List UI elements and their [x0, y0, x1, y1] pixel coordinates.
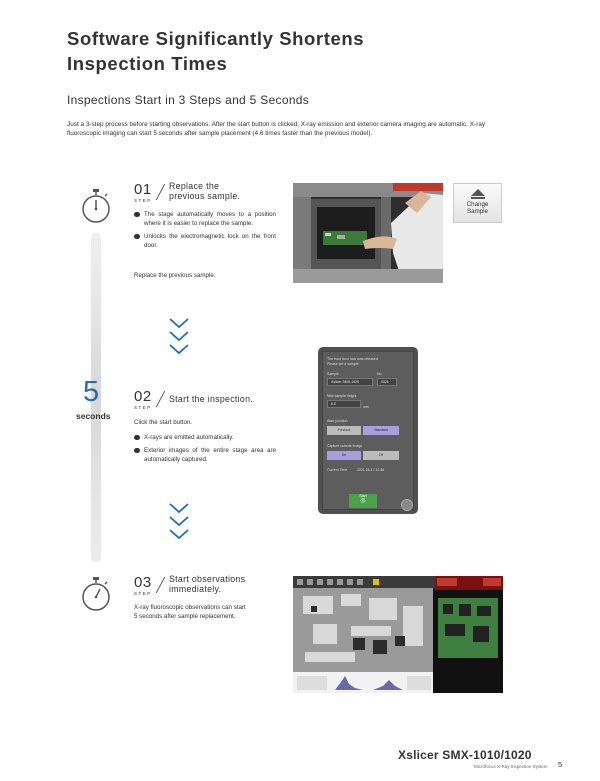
- step-divider: [156, 184, 165, 200]
- step-divider: [156, 391, 165, 407]
- step-1-title-line-1: Replace the: [169, 181, 220, 191]
- step-1-note: Replace the previous sample.: [134, 272, 216, 279]
- seconds-label: seconds: [76, 411, 111, 421]
- change-sample-button[interactable]: [453, 183, 502, 223]
- step-3-note: [134, 603, 246, 621]
- step-3-number: 03: [134, 574, 152, 591]
- page-number: 5: [558, 760, 563, 769]
- five-number: 5: [83, 376, 100, 408]
- chevron-down-icon: [168, 501, 190, 546]
- step-1-number: 01: [134, 181, 152, 198]
- list-item: X-rays are emitted automatically.: [134, 433, 276, 442]
- step-3-note-line-2: 5 seconds after sample replacement.: [134, 613, 236, 620]
- step-1-title: [169, 181, 240, 201]
- position-previous-button[interactable]: Previous: [327, 426, 361, 435]
- tablet-message-1: The front door lock was released.: [327, 357, 379, 361]
- change-sample-label-2: Sample: [467, 208, 488, 215]
- capture-on-button[interactable]: On: [327, 451, 361, 460]
- footer-product-subtitle: Microfocus X-Ray Inspection System: [474, 764, 548, 769]
- tablet-height-unit: mm: [363, 405, 369, 409]
- list-item: Exterior images of the entire stage area are automatically captured.: [134, 446, 276, 464]
- tablet-time-label: Current Time: [327, 468, 348, 472]
- step-1-title-line-2: previous sample.: [169, 191, 241, 201]
- start-button-label: Start: [359, 494, 367, 498]
- inspection-software-screenshot: [293, 576, 503, 693]
- page-title: [67, 26, 364, 76]
- list-item: Unlocks the electromagnetic lock on the front door.: [134, 232, 276, 250]
- sample-field[interactable]: Xslicer SMX-1020: [327, 378, 373, 386]
- step-3-note-line-1: X-ray fluoroscopic observations can start: [134, 604, 246, 611]
- stopwatch-icon: [80, 188, 112, 224]
- chevron-down-icon: [168, 316, 190, 361]
- step-3-title-line-1: Start observations: [169, 574, 246, 584]
- footer-product-name: Xslicer SMX-1010/1020: [398, 748, 532, 762]
- step-2-lead: Click the start button.: [134, 419, 193, 426]
- change-sample-label-1: Change: [466, 201, 489, 208]
- tablet-screen: [318, 347, 418, 514]
- number-field[interactable]: 0021: [377, 378, 397, 386]
- eject-icon: [471, 189, 485, 196]
- intro-paragraph: Just a 3-step process before starting observations. After the start button is clicked, X-ray emission and exterior camera imaging are automatic. X-ray fluoroscopic imaging can start 5 seconds after sample placement (4.6 times faster than the previous model).: [67, 121, 486, 137]
- tablet-capture-label: Capture outside image: [327, 444, 363, 448]
- capture-off-button[interactable]: Off: [363, 451, 399, 460]
- step-3-label: STEP: [134, 591, 152, 596]
- tablet-sample-label: Sample: [327, 372, 339, 376]
- step-2-label: STEP: [134, 405, 152, 410]
- step-1-label: STEP: [134, 198, 152, 203]
- step-3-title-line-2: immediately.: [169, 584, 222, 594]
- step-2-bullets: [134, 433, 276, 468]
- sample-replacement-photo: [293, 183, 443, 283]
- tablet-time-value: 2021.06.17 10:46: [357, 468, 385, 472]
- start-button[interactable]: [349, 494, 377, 508]
- list-item: The stage automatically moves to a position where it is easier to replace the sample.: [134, 210, 276, 228]
- step-3-title: [169, 574, 245, 594]
- step-1-bullets: [134, 210, 276, 254]
- section-subtitle: Inspections Start in 3 Steps and 5 Seconds: [67, 93, 310, 107]
- position-standard-button[interactable]: Standard: [363, 426, 399, 435]
- step-divider: [156, 577, 165, 593]
- eject-icon-bar: [471, 197, 485, 199]
- tablet-height-label: Max sample height: [327, 394, 357, 398]
- stopwatch-icon: [80, 576, 112, 612]
- tablet-home-icon[interactable]: [401, 499, 413, 511]
- title-line-1: Software Significantly Shortens: [67, 28, 365, 49]
- step-2-number: 02: [134, 388, 152, 405]
- tablet-no-label: No.: [377, 372, 383, 376]
- tablet-message-2: Please set a sample.: [327, 362, 360, 366]
- start-icon: ◎: [360, 498, 366, 504]
- title-line-2: Inspection Times: [67, 53, 228, 74]
- step-2-title: Start the inspection.: [169, 394, 254, 404]
- tablet-position-label: Start position: [327, 419, 348, 423]
- height-field[interactable]: 6.0: [327, 400, 361, 408]
